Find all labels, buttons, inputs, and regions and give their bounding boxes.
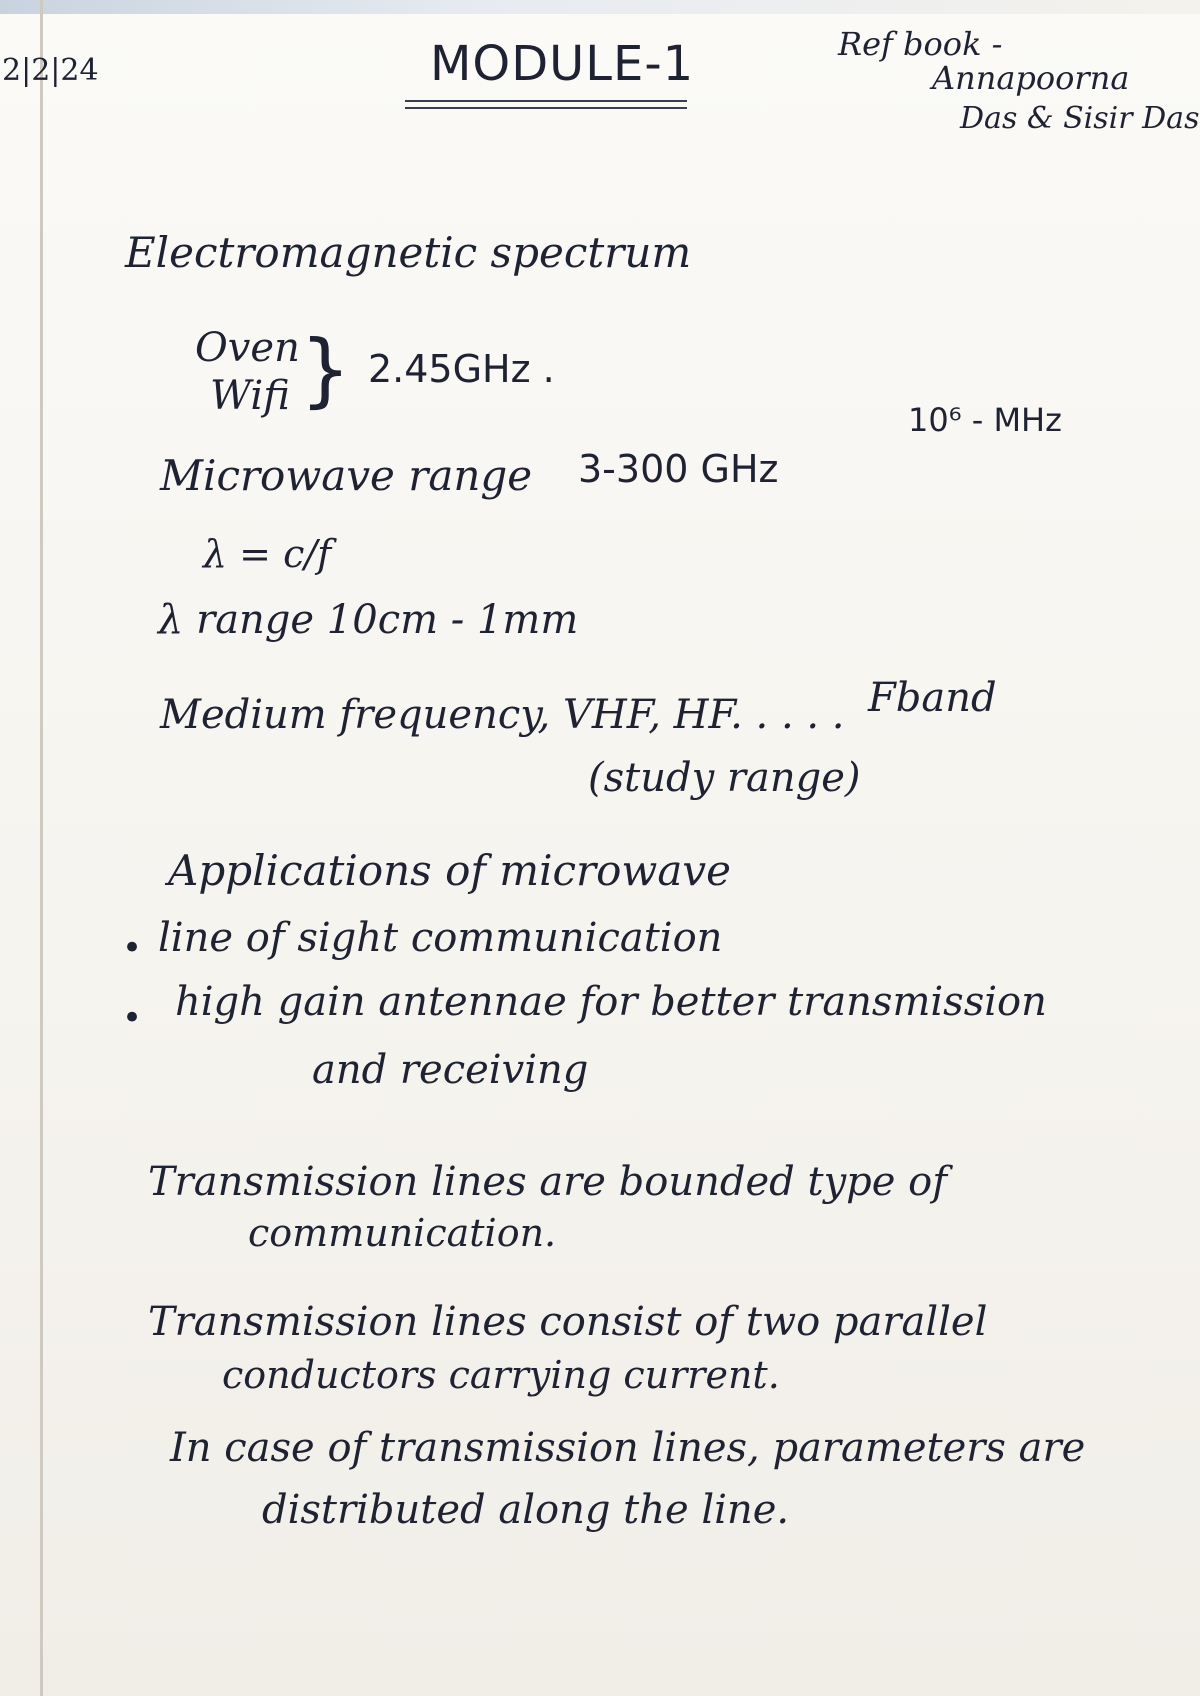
transmission-note-2-continued: conductors carrying current. (222, 1353, 780, 1397)
application-item-2-continued: and receiving (312, 1047, 589, 1093)
applications-heading: Applications of microwave (168, 846, 731, 895)
reference-book-label: Ref book - (838, 25, 1003, 63)
transmission-note-1-continued: communication. (248, 1211, 557, 1255)
notebook-margin-line (40, 0, 43, 1696)
section-heading: Electromagnetic spectrum (125, 228, 692, 277)
wifi-label: Wifi (210, 373, 290, 419)
oven-wifi-frequency: 2.45GHz . (368, 347, 555, 391)
oven-label: Oven (195, 325, 300, 371)
microwave-range-label: Microwave range (160, 451, 533, 500)
fband-label: Fband (868, 675, 997, 721)
mhz-note: 10⁶ - MHz (908, 401, 1062, 439)
page-title: MODULE-1 (430, 36, 695, 92)
transmission-note-1: Transmission lines are bounded type of (148, 1159, 948, 1205)
title-underline-2 (405, 107, 687, 109)
bullet-1: • (122, 928, 143, 968)
bullet-2: • (122, 998, 143, 1038)
transmission-note-3-continued: distributed along the line. (262, 1487, 790, 1533)
medium-frequency-line: Medium frequency, VHF, HF. . . . . (160, 692, 845, 738)
study-range-note: (study range) (588, 755, 861, 801)
application-item-1: line of sight communication (158, 915, 723, 961)
application-item-2: high gain antennae for better transmission (175, 979, 1047, 1025)
transmission-note-3: In case of transmission lines, parameters are (170, 1425, 1086, 1471)
wavelength-range: λ range 10cm - 1mm (158, 597, 579, 643)
page-top-edge (0, 0, 1200, 14)
reference-author-2: Das & Sisir Das (960, 101, 1200, 136)
curly-brace: } (300, 323, 351, 416)
reference-author-1: Annapoorna (932, 59, 1130, 97)
wavelength-formula: λ = c/f (203, 532, 332, 576)
microwave-range-value: 3-300 GHz (578, 447, 779, 491)
page-date: 2|2|24 (2, 53, 99, 88)
title-underline-1 (405, 100, 687, 102)
transmission-note-2: Transmission lines consist of two parallel (148, 1299, 988, 1345)
